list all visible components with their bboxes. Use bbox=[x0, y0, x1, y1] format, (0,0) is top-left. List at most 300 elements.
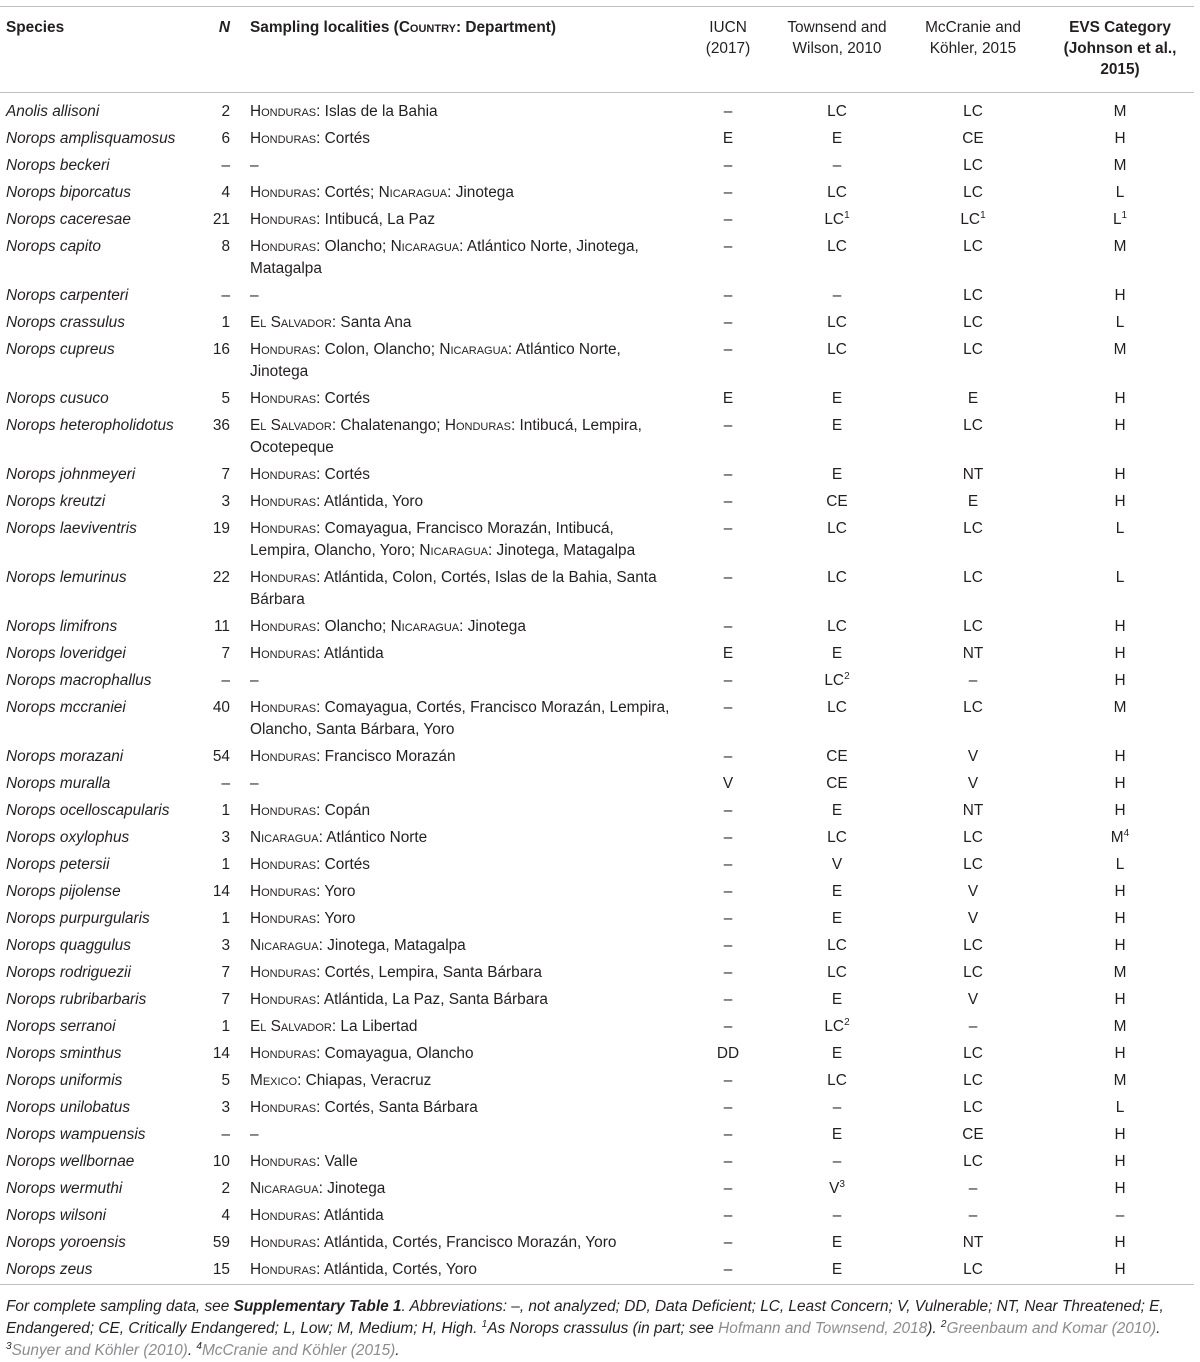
evs-cell bbox=[1046, 797, 1194, 824]
localities-cell bbox=[244, 179, 682, 206]
townsend-wilson-cell-value: CE bbox=[826, 775, 848, 792]
mccranie-kohler-cell bbox=[900, 959, 1046, 986]
evs-cell-value: L bbox=[1112, 211, 1122, 228]
country-name: Honduras bbox=[250, 964, 317, 981]
table-row bbox=[0, 1148, 1194, 1175]
evs-cell-value: H bbox=[1114, 1234, 1126, 1251]
mccranie-kohler-cell bbox=[900, 694, 1046, 743]
mccranie-kohler-cell-value: CE bbox=[962, 130, 984, 147]
department-list: : Colon, Olancho; bbox=[316, 341, 440, 358]
iucn-cell bbox=[682, 1121, 774, 1148]
evs-cell-value: H bbox=[1114, 287, 1126, 304]
townsend-wilson-cell bbox=[774, 667, 900, 694]
department-list: – bbox=[250, 287, 259, 304]
localities-cell bbox=[244, 385, 682, 412]
footnote-sup-4: 4 bbox=[196, 1341, 202, 1352]
iucn-cell-value: – bbox=[723, 802, 733, 819]
table-row bbox=[0, 1121, 1194, 1148]
country-name: Mexico bbox=[250, 1072, 298, 1089]
iucn-cell bbox=[682, 179, 774, 206]
townsend-wilson-cell bbox=[774, 1013, 900, 1040]
department-list: – bbox=[250, 672, 259, 689]
iucn-cell-value: – bbox=[723, 1153, 733, 1170]
townsend-wilson-cell-value: LC bbox=[827, 964, 847, 981]
mccranie-kohler-cell bbox=[900, 667, 1046, 694]
iucn-cell bbox=[682, 905, 774, 932]
mccranie-kohler-cell bbox=[900, 564, 1046, 613]
mccranie-kohler-cell-value: LC bbox=[963, 314, 983, 331]
species-table bbox=[0, 6, 1194, 1285]
country-name: Honduras bbox=[250, 130, 317, 147]
department-list: : Atlántida bbox=[316, 1207, 384, 1224]
localities-cell bbox=[244, 1175, 682, 1202]
mccranie-kohler-cell-value: LC bbox=[963, 618, 983, 635]
footnote-marker: 2 bbox=[844, 671, 850, 682]
townsend-wilson-cell-value: E bbox=[831, 1126, 843, 1143]
supplementary-link[interactable]: Supplementary Table 1 bbox=[233, 1298, 402, 1315]
reference-link-mccranie[interactable]: McCranie and Köhler (2015) bbox=[201, 1342, 396, 1359]
department-list: : Cortés bbox=[316, 130, 371, 147]
evs-cell-value: H bbox=[1114, 672, 1126, 689]
sample-count-cell: 1 bbox=[221, 314, 230, 331]
mccranie-kohler-cell bbox=[900, 412, 1046, 461]
mccranie-kohler-cell-value: V bbox=[967, 748, 979, 765]
country-name: Honduras bbox=[250, 569, 317, 586]
department-list: : Copán bbox=[316, 802, 371, 819]
iucn-cell-value: – bbox=[723, 157, 733, 174]
species-cell: Norops crassulus bbox=[6, 314, 125, 331]
footnote-sup-3: 3 bbox=[6, 1341, 12, 1352]
mccranie-kohler-cell-value: LC bbox=[963, 1153, 983, 1170]
localities-cell bbox=[244, 1148, 682, 1175]
townsend-wilson-cell-value: LC bbox=[827, 569, 847, 586]
country-name: Honduras bbox=[250, 618, 317, 635]
department-list: – bbox=[250, 1126, 259, 1143]
townsend-wilson-cell bbox=[774, 385, 900, 412]
evs-cell bbox=[1046, 667, 1194, 694]
col-iucn-header: IUCN (2017) bbox=[682, 7, 774, 93]
mccranie-kohler-cell bbox=[900, 309, 1046, 336]
mccranie-kohler-cell bbox=[900, 125, 1046, 152]
table-row bbox=[0, 1094, 1194, 1121]
species-cell: Norops yoroensis bbox=[6, 1234, 126, 1251]
evs-cell bbox=[1046, 986, 1194, 1013]
iucn-cell bbox=[682, 1094, 774, 1121]
table-row bbox=[0, 461, 1194, 488]
evs-cell bbox=[1046, 1148, 1194, 1175]
species-cell: Norops rodriguezii bbox=[6, 964, 131, 981]
iucn-cell bbox=[682, 412, 774, 461]
localities-cell bbox=[244, 1121, 682, 1148]
townsend-wilson-cell-value: LC bbox=[827, 314, 847, 331]
evs-cell-value: L bbox=[1115, 856, 1125, 873]
reference-link-sunyer[interactable]: Sunyer and Köhler (2010) bbox=[11, 1342, 188, 1359]
department-list: : Jinotega, Matagalpa bbox=[318, 937, 466, 954]
iucn-cell-value: – bbox=[723, 520, 733, 537]
iucn-cell bbox=[682, 1013, 774, 1040]
iucn-cell bbox=[682, 336, 774, 385]
townsend-wilson-cell-value: LC bbox=[827, 937, 847, 954]
sample-count-cell: 16 bbox=[212, 341, 230, 358]
species-cell: Norops uniformis bbox=[6, 1072, 123, 1089]
department-list: : Cortés bbox=[316, 466, 371, 483]
localities-cell bbox=[244, 233, 682, 282]
townsend-wilson-cell bbox=[774, 959, 900, 986]
species-cell: Norops sminthus bbox=[6, 1045, 122, 1062]
country-name: El Salvador bbox=[250, 417, 332, 434]
country-name: Honduras bbox=[250, 211, 317, 228]
mccranie-kohler-cell-value: LC bbox=[963, 856, 983, 873]
table-row bbox=[0, 179, 1194, 206]
mccranie-kohler-cell-value: E bbox=[967, 493, 979, 510]
iucn-cell-value: – bbox=[723, 1126, 733, 1143]
evs-cell-value: H bbox=[1114, 991, 1126, 1008]
iucn-cell bbox=[682, 959, 774, 986]
iucn-cell bbox=[682, 1202, 774, 1229]
evs-cell bbox=[1046, 1202, 1194, 1229]
localities-cell bbox=[244, 694, 682, 743]
iucn-cell bbox=[682, 613, 774, 640]
species-cell: Norops quaggulus bbox=[6, 937, 131, 954]
country-name: Honduras bbox=[250, 883, 317, 900]
localities-cell bbox=[244, 282, 682, 309]
species-cell: Norops kreutzi bbox=[6, 493, 106, 510]
mccranie-kohler-cell bbox=[900, 1175, 1046, 1202]
department-list: : Atlántico Norte, Jinotega bbox=[250, 341, 621, 380]
evs-cell bbox=[1046, 1013, 1194, 1040]
department-list: : Santa Ana bbox=[331, 314, 412, 331]
department-list: : Atlántida, Cortés, Francisco Morazán, Yoro bbox=[316, 1234, 617, 1251]
department-list: : La Libertad bbox=[331, 1018, 418, 1035]
col-localities-header bbox=[244, 7, 682, 93]
iucn-cell-value: – bbox=[723, 314, 733, 331]
department-list: : Jinotega bbox=[447, 184, 514, 201]
country-name: Honduras bbox=[250, 184, 317, 201]
evs-cell-value: H bbox=[1114, 748, 1126, 765]
sample-count-cell: 22 bbox=[212, 569, 230, 586]
species-cell: Norops unilobatus bbox=[6, 1099, 131, 1116]
localities-header-post: : Department) bbox=[455, 19, 557, 36]
localities-cell bbox=[244, 412, 682, 461]
evs-cell bbox=[1046, 1067, 1194, 1094]
table-row bbox=[0, 152, 1194, 179]
townsend-wilson-cell-value: LC bbox=[827, 829, 847, 846]
townsend-wilson-cell-value: LC bbox=[827, 103, 847, 120]
townsend-wilson-cell-value: LC bbox=[827, 238, 847, 255]
footnote-intro: For complete sampling data, see bbox=[6, 1298, 234, 1315]
country-name: Honduras bbox=[250, 1045, 317, 1062]
townsend-wilson-cell bbox=[774, 986, 900, 1013]
iucn-cell bbox=[682, 233, 774, 282]
evs-cell-value: M bbox=[1113, 341, 1127, 358]
country-name: Honduras bbox=[250, 748, 317, 765]
country-name: Honduras bbox=[250, 1207, 317, 1224]
table-row bbox=[0, 233, 1194, 282]
mccranie-kohler-cell bbox=[900, 905, 1046, 932]
country-name: Honduras bbox=[250, 341, 317, 358]
sample-count-cell: 7 bbox=[221, 645, 230, 662]
iucn-cell bbox=[682, 461, 774, 488]
evs-cell bbox=[1046, 640, 1194, 667]
iucn-cell bbox=[682, 309, 774, 336]
localities-cell bbox=[244, 461, 682, 488]
townsend-wilson-cell bbox=[774, 564, 900, 613]
table-row bbox=[0, 1229, 1194, 1256]
mccranie-kohler-cell-value: LC bbox=[963, 937, 983, 954]
townsend-wilson-cell bbox=[774, 1094, 900, 1121]
mccranie-kohler-cell bbox=[900, 1121, 1046, 1148]
species-cell: Norops cusuco bbox=[6, 390, 109, 407]
species-cell: Norops biporcatus bbox=[6, 184, 131, 201]
iucn-cell-value: – bbox=[723, 1207, 733, 1224]
townsend-wilson-cell bbox=[774, 461, 900, 488]
department-list: : Atlántida, Yoro bbox=[316, 493, 424, 510]
townsend-wilson-cell bbox=[774, 1229, 900, 1256]
evs-cell-value: M bbox=[1113, 1018, 1127, 1035]
evs-cell bbox=[1046, 488, 1194, 515]
table-row bbox=[0, 385, 1194, 412]
country-name: Honduras bbox=[250, 1153, 317, 1170]
mccranie-kohler-cell-value: – bbox=[968, 1207, 978, 1224]
localities-cell bbox=[244, 905, 682, 932]
sample-count-cell: 15 bbox=[200, 1256, 244, 1285]
evs-cell-value: H bbox=[1114, 1153, 1126, 1170]
species-cell: Norops wilsoni bbox=[6, 1207, 107, 1224]
department-list: : Jinotega bbox=[459, 618, 526, 635]
evs-cell bbox=[1046, 1121, 1194, 1148]
evs-cell bbox=[1046, 878, 1194, 905]
mccranie-kohler-cell bbox=[900, 613, 1046, 640]
sample-count-cell: 54 bbox=[212, 748, 230, 765]
iucn-cell-value: – bbox=[723, 238, 733, 255]
sample-count-cell: 14 bbox=[212, 883, 230, 900]
evs-cell bbox=[1046, 152, 1194, 179]
evs-cell bbox=[1046, 179, 1194, 206]
species-cell: Norops pijolense bbox=[6, 883, 121, 900]
mccranie-kohler-cell-value: LC bbox=[963, 829, 983, 846]
townsend-wilson-cell-value: E bbox=[831, 802, 843, 819]
localities-cell bbox=[244, 206, 682, 233]
localities-cell bbox=[244, 878, 682, 905]
evs-cell-value: H bbox=[1114, 775, 1126, 792]
iucn-cell bbox=[682, 206, 774, 233]
evs-cell-value: M bbox=[1113, 964, 1127, 981]
townsend-wilson-cell bbox=[774, 1067, 900, 1094]
evs-cell-value: M bbox=[1113, 699, 1127, 716]
evs-cell bbox=[1046, 905, 1194, 932]
iucn-cell-value: DD bbox=[716, 1045, 740, 1062]
col-species-header: Species bbox=[0, 7, 200, 93]
footnote-note-1-end: ). bbox=[927, 1320, 941, 1337]
country-name: Honduras bbox=[250, 103, 317, 120]
mccranie-kohler-cell bbox=[900, 851, 1046, 878]
townsend-wilson-cell bbox=[774, 206, 900, 233]
townsend-wilson-cell bbox=[774, 179, 900, 206]
townsend-wilson-cell-value: LC bbox=[827, 618, 847, 635]
species-cell: Norops mccraniei bbox=[6, 699, 126, 716]
species-cell: Norops wampuensis bbox=[6, 1126, 146, 1143]
department-list: : Cortés bbox=[316, 856, 371, 873]
evs-cell-value: – bbox=[1115, 1207, 1125, 1224]
evs-cell-value: H bbox=[1114, 1261, 1126, 1278]
mccranie-kohler-cell bbox=[900, 797, 1046, 824]
townsend-wilson-cell-value: V bbox=[831, 856, 843, 873]
evs-cell bbox=[1046, 309, 1194, 336]
department-list: : Cortés; bbox=[316, 184, 379, 201]
sample-count-cell: – bbox=[221, 157, 230, 174]
sample-count-cell: – bbox=[221, 775, 230, 792]
department-list: : Atlántida, Colon, Cortés, Islas de la Bahia, Santa Bárbara bbox=[250, 569, 657, 608]
mccranie-kohler-cell bbox=[900, 878, 1046, 905]
table-row bbox=[0, 125, 1194, 152]
townsend-wilson-cell-value: E bbox=[831, 991, 843, 1008]
species-cell: Norops wellbornae bbox=[6, 1153, 135, 1170]
evs-cell bbox=[1046, 1040, 1194, 1067]
mccranie-kohler-cell bbox=[900, 932, 1046, 959]
iucn-cell bbox=[682, 93, 774, 126]
iucn-cell-value: – bbox=[723, 103, 733, 120]
country-name: Honduras bbox=[250, 699, 317, 716]
mccranie-kohler-cell-value: LC bbox=[963, 520, 983, 537]
localities-cell bbox=[244, 1040, 682, 1067]
evs-cell-value: L bbox=[1115, 184, 1125, 201]
mccranie-kohler-cell-value: NT bbox=[962, 645, 984, 662]
localities-cell bbox=[244, 1094, 682, 1121]
iucn-cell bbox=[682, 667, 774, 694]
sample-count-cell: 6 bbox=[221, 130, 230, 147]
species-cell: Norops limifrons bbox=[6, 618, 118, 635]
country-name: Nicaragua bbox=[378, 184, 448, 201]
townsend-wilson-cell bbox=[774, 93, 900, 126]
table-row bbox=[0, 1175, 1194, 1202]
townsend-wilson-cell bbox=[774, 488, 900, 515]
mccranie-kohler-cell-value: LC bbox=[963, 238, 983, 255]
sample-count-cell: 5 bbox=[221, 1072, 230, 1089]
localities-cell bbox=[244, 1202, 682, 1229]
iucn-cell bbox=[682, 986, 774, 1013]
country-name: Nicaragua bbox=[250, 1180, 319, 1197]
country-name: Honduras bbox=[250, 910, 317, 927]
townsend-wilson-cell-value: E bbox=[831, 883, 843, 900]
iucn-cell-value: – bbox=[723, 699, 733, 716]
townsend-wilson-cell-value: LC bbox=[824, 672, 845, 689]
country-name: Honduras bbox=[250, 466, 317, 483]
department-list: : Atlántico Norte bbox=[318, 829, 428, 846]
footnote-abbreviations: . Abbreviations: –, not analyzed; DD, Data Deficient; LC, Least Concern; V, Vulnerable; NT, Near Threatened; E, Endangered; CE, Critically Endangered; L, Low; M, Medium; H, High. bbox=[6, 1298, 1164, 1337]
mccranie-kohler-cell-value: – bbox=[968, 672, 978, 689]
townsend-wilson-cell bbox=[774, 152, 900, 179]
country-name: Honduras bbox=[250, 390, 317, 407]
table-row bbox=[0, 851, 1194, 878]
mccranie-kohler-cell bbox=[900, 824, 1046, 851]
country-name: Honduras bbox=[250, 1099, 317, 1116]
evs-cell bbox=[1046, 125, 1194, 152]
iucn-cell-value: – bbox=[723, 1261, 733, 1278]
table-row bbox=[0, 905, 1194, 932]
iucn-cell bbox=[682, 1067, 774, 1094]
iucn-cell-value: – bbox=[723, 287, 733, 304]
table-row bbox=[0, 564, 1194, 613]
townsend-wilson-cell-value: LC bbox=[827, 699, 847, 716]
townsend-wilson-cell-value: CE bbox=[826, 493, 848, 510]
sample-count-cell: 21 bbox=[212, 211, 230, 228]
mccranie-kohler-cell-value: – bbox=[968, 1018, 978, 1035]
table-row bbox=[0, 932, 1194, 959]
department-list: : Atlántida, Cortés, Yoro bbox=[316, 1261, 477, 1278]
iucn-cell bbox=[682, 152, 774, 179]
mccranie-kohler-cell bbox=[900, 1013, 1046, 1040]
reference-link-hofmann[interactable]: Hofmann and Townsend, 2018 bbox=[718, 1320, 928, 1337]
sample-count-cell: 3 bbox=[221, 829, 230, 846]
evs-cell bbox=[1046, 461, 1194, 488]
sample-count-cell: 10 bbox=[212, 1153, 230, 1170]
evs-cell-value: M bbox=[1113, 1072, 1127, 1089]
evs-cell bbox=[1046, 233, 1194, 282]
department-list: : Cortés, Lempira, Santa Bárbara bbox=[316, 964, 542, 981]
department-list: : Islas de la Bahia bbox=[316, 103, 438, 120]
species-cell: Norops muralla bbox=[6, 775, 111, 792]
evs-cell-value: H bbox=[1114, 618, 1126, 635]
footnote-sup-1: 1 bbox=[481, 1319, 488, 1330]
mccranie-kohler-cell bbox=[900, 179, 1046, 206]
mccranie-kohler-cell-value: NT bbox=[962, 466, 984, 483]
department-list: : Comayagua, Cortés, Francisco Morazán, Lempira, Olancho, Santa Bárbara, Yoro bbox=[250, 699, 670, 738]
evs-cell bbox=[1046, 336, 1194, 385]
mccranie-kohler-cell-value: V bbox=[967, 910, 979, 927]
species-cell: Norops laeviventris bbox=[6, 520, 137, 537]
country-name: Honduras bbox=[250, 1261, 317, 1278]
townsend-wilson-cell bbox=[774, 233, 900, 282]
sample-count-cell: 1 bbox=[221, 802, 230, 819]
evs-cell-value: L bbox=[1115, 1099, 1125, 1116]
localities-cell bbox=[244, 309, 682, 336]
townsend-wilson-cell-value: LC bbox=[824, 211, 845, 228]
sample-count-cell: 1 bbox=[221, 1018, 230, 1035]
iucn-cell bbox=[682, 385, 774, 412]
evs-cell-value: H bbox=[1114, 1045, 1126, 1062]
sample-count-cell: 19 bbox=[212, 520, 230, 537]
evs-cell bbox=[1046, 824, 1194, 851]
iucn-cell bbox=[682, 1040, 774, 1067]
iucn-cell-value: – bbox=[723, 748, 733, 765]
mccranie-kohler-cell-value: NT bbox=[962, 1234, 984, 1251]
table-body bbox=[0, 93, 1194, 1285]
townsend-wilson-cell-value: CE bbox=[826, 748, 848, 765]
table-row bbox=[0, 309, 1194, 336]
evs-cell bbox=[1046, 206, 1194, 233]
reference-link-greenbaum[interactable]: Greenbaum and Komar (2010) bbox=[946, 1320, 1157, 1337]
evs-cell bbox=[1046, 515, 1194, 564]
sample-count-cell: 3 bbox=[221, 937, 230, 954]
species-cell: Norops serranoi bbox=[6, 1018, 116, 1035]
evs-cell bbox=[1046, 613, 1194, 640]
evs-cell-value: M bbox=[1110, 829, 1124, 846]
department-list: : Cortés bbox=[316, 390, 371, 407]
table-row bbox=[0, 986, 1194, 1013]
evs-cell-value: H bbox=[1114, 1180, 1126, 1197]
sample-count-cell: 40 bbox=[212, 699, 230, 716]
country-name: Nicaragua bbox=[250, 829, 319, 846]
sample-count-cell: 59 bbox=[212, 1234, 230, 1251]
iucn-cell bbox=[682, 125, 774, 152]
iucn-cell bbox=[682, 564, 774, 613]
evs-cell bbox=[1046, 93, 1194, 126]
iucn-cell bbox=[682, 1148, 774, 1175]
evs-cell bbox=[1046, 743, 1194, 770]
evs-cell-value: H bbox=[1114, 937, 1126, 954]
evs-cell bbox=[1046, 851, 1194, 878]
iucn-cell bbox=[682, 282, 774, 309]
